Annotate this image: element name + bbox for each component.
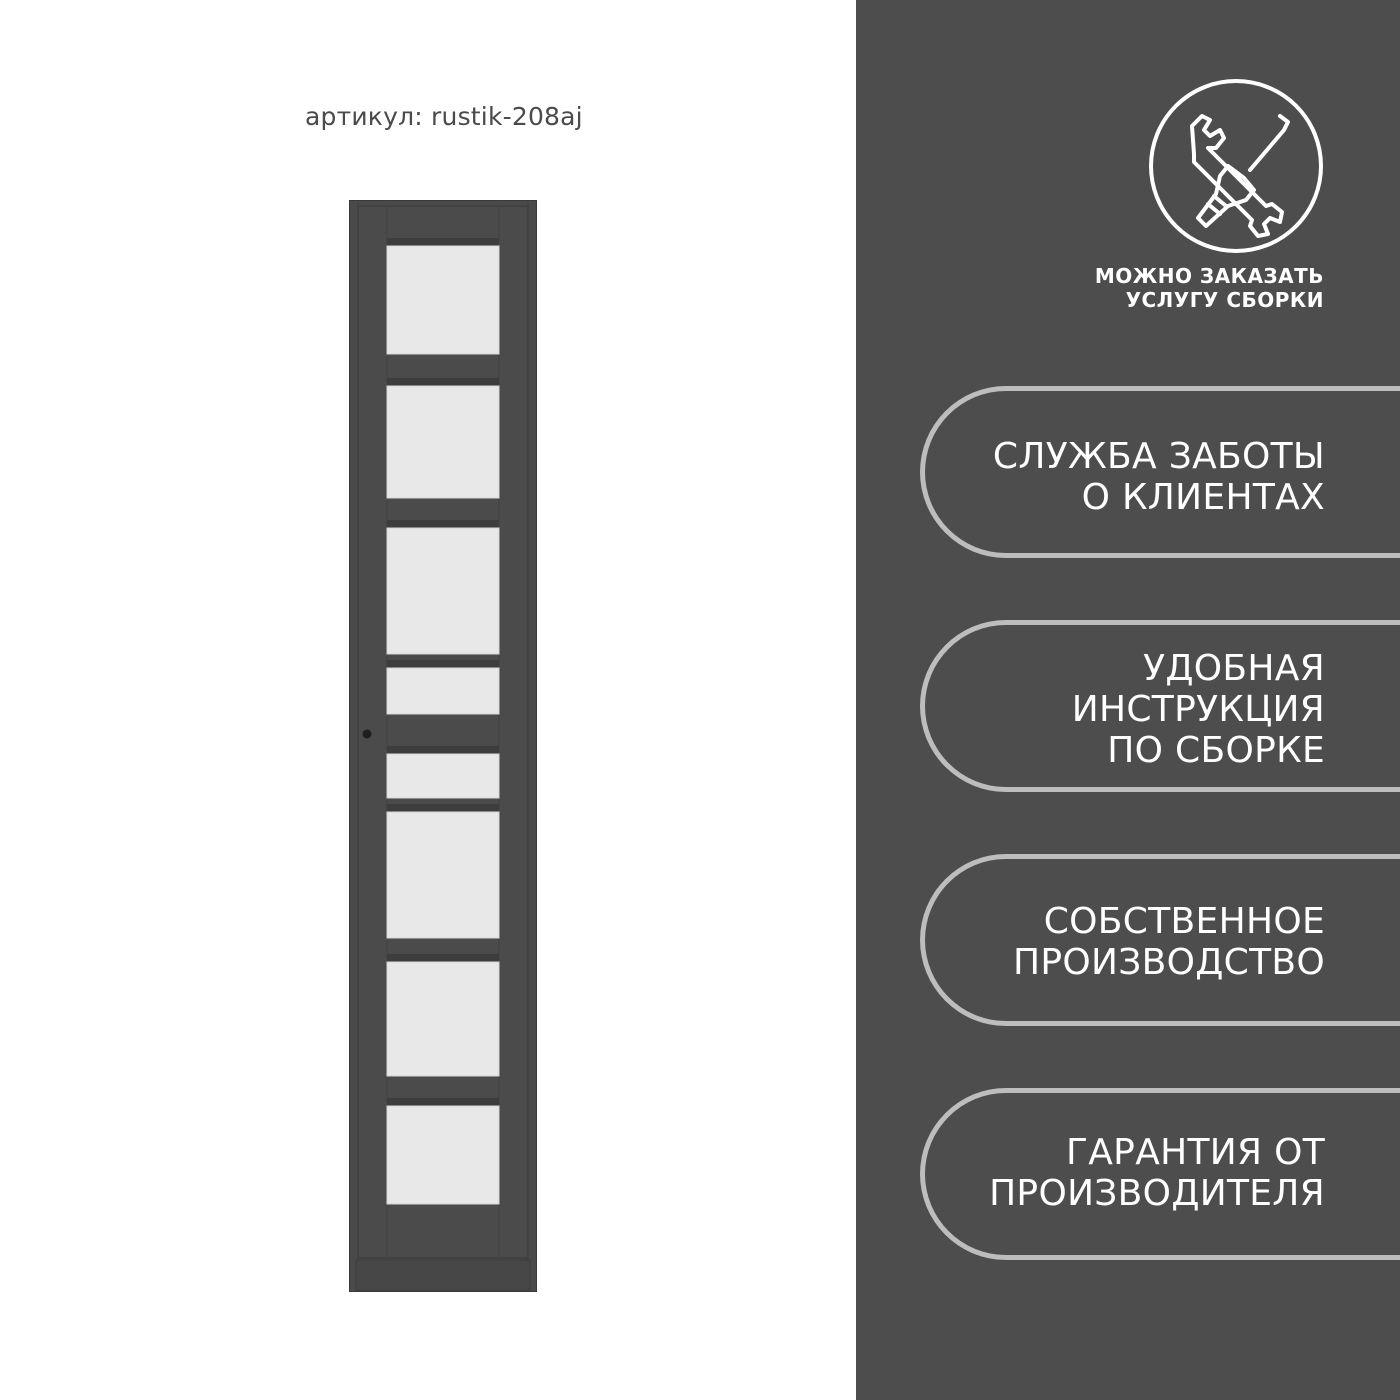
feature-line: ГАРАНТИЯ ОТ [1066,1132,1325,1173]
feature-line: УДОБНАЯ [1143,648,1325,689]
features-panel [856,0,1400,1400]
feature-line: ИНСТРУКЦИЯ [1071,689,1325,730]
feature-line: ПО СБОРКЕ [1107,730,1325,771]
feature-line: СОБСТВЕННОЕ [1043,901,1325,942]
feature-line: ПРОИЗВОДСТВО [1012,942,1325,983]
assembly-line: МОЖНО ЗАКАЗАТЬ [1094,264,1324,288]
feature-line: ПРОИЗВОДИТЕЛЯ [989,1173,1325,1214]
wrench-screwdriver-icon [1148,78,1324,254]
assembly-service-text [1095,264,1324,312]
bookcase-cabinet-image [349,200,537,1292]
feature-line: СЛУЖБА ЗАБОТЫ [992,436,1325,477]
feature-text-warranty [989,1132,1325,1214]
feature-text-instructions [1072,648,1325,771]
feature-text-production [1013,901,1325,983]
feature-text-customer-care [993,436,1325,518]
assembly-line: УСЛУГУ СБОРКИ [1125,288,1324,312]
feature-line: О КЛИЕНТАХ [1081,477,1325,518]
article-number: артикул: rustik-208aj [305,102,583,131]
